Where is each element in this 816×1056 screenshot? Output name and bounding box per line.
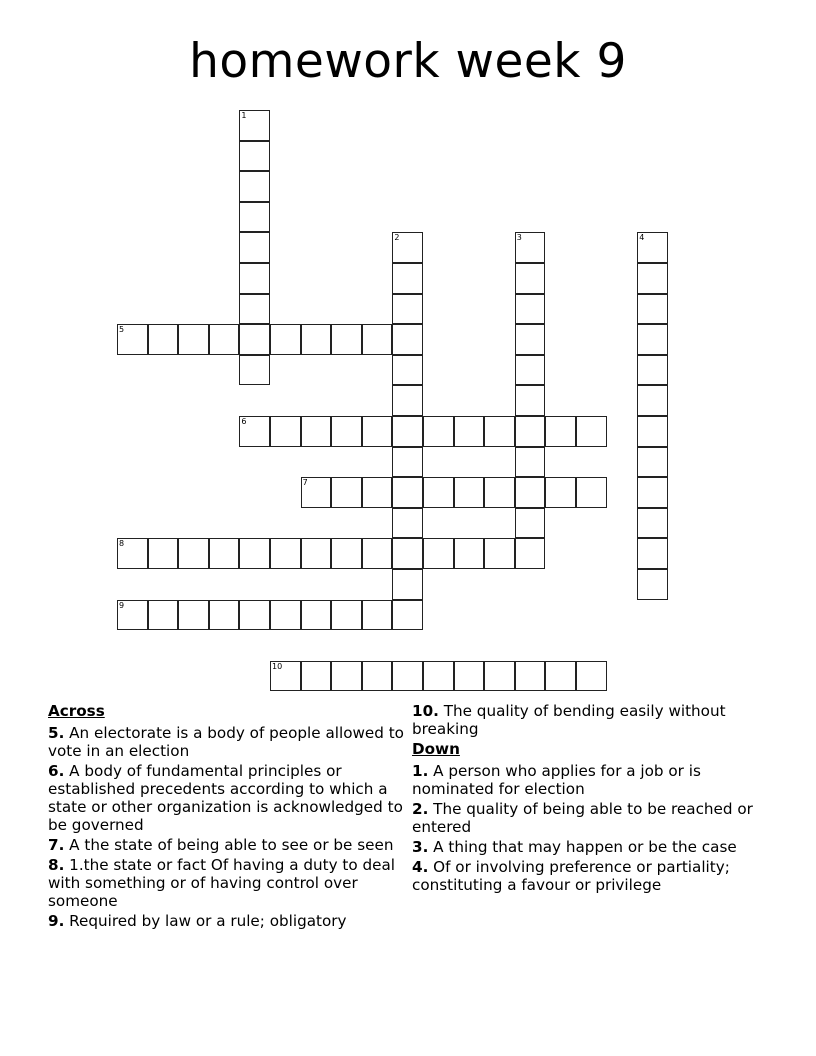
- crossword-cell[interactable]: [209, 538, 240, 569]
- crossword-cell[interactable]: [484, 538, 515, 569]
- crossword-cell[interactable]: [239, 141, 270, 172]
- crossword-cell[interactable]: [637, 569, 668, 600]
- crossword-cell[interactable]: [392, 538, 423, 569]
- crossword-cell[interactable]: [239, 600, 270, 631]
- cell-number: 3: [516, 233, 522, 243]
- across-heading: Across: [48, 702, 105, 720]
- crossword-cell[interactable]: [117, 600, 148, 631]
- clue-across-9: [48, 912, 408, 930]
- clue-text: Of or involving preference or partiality; constituting a favour or privilege: [412, 858, 730, 894]
- crossword-cell[interactable]: [515, 538, 546, 569]
- crossword-cell[interactable]: [637, 538, 668, 569]
- clue-number: 5.: [48, 724, 65, 742]
- crossword-cell[interactable]: [454, 661, 485, 692]
- crossword-cell[interactable]: [515, 508, 546, 539]
- crossword-cell[interactable]: [637, 232, 668, 263]
- crossword-cell[interactable]: [331, 538, 362, 569]
- crossword-cell[interactable]: [545, 661, 576, 692]
- crossword-cell[interactable]: [392, 294, 423, 325]
- crossword-cell[interactable]: [392, 232, 423, 263]
- cell-number: 2: [394, 233, 400, 243]
- crossword-cell[interactable]: [148, 600, 179, 631]
- crossword-cell[interactable]: [270, 600, 301, 631]
- crossword-cell[interactable]: [362, 600, 393, 631]
- clue-number: 9.: [48, 912, 65, 930]
- clue-number: 2.: [412, 800, 429, 818]
- crossword-cell[interactable]: [576, 416, 607, 447]
- crossword-cell[interactable]: [301, 477, 332, 508]
- crossword-cell[interactable]: [637, 294, 668, 325]
- crossword-cell[interactable]: [454, 416, 485, 447]
- crossword-cell[interactable]: [423, 538, 454, 569]
- crossword-cell[interactable]: [270, 661, 301, 692]
- clue-text: An electorate is a body of people allowed to vote in an election: [48, 724, 404, 760]
- crossword-cell[interactable]: [301, 416, 332, 447]
- crossword-cell[interactable]: [484, 416, 515, 447]
- crossword-cell[interactable]: [301, 538, 332, 569]
- crossword-cell[interactable]: [178, 538, 209, 569]
- crossword-cell[interactable]: [148, 324, 179, 355]
- clue-number: 8.: [48, 856, 65, 874]
- clue-down-4: [412, 858, 777, 894]
- crossword-cell[interactable]: [392, 385, 423, 416]
- crossword-cell[interactable]: [331, 416, 362, 447]
- crossword-cell[interactable]: [270, 324, 301, 355]
- crossword-cell[interactable]: [331, 600, 362, 631]
- clue-number: 10.: [412, 702, 439, 720]
- crossword-cell[interactable]: [301, 600, 332, 631]
- crossword-cell[interactable]: [454, 477, 485, 508]
- crossword-cell[interactable]: [392, 447, 423, 478]
- clue-number: 3.: [412, 838, 429, 856]
- cell-number: 8: [119, 539, 125, 549]
- crossword-cell[interactable]: [117, 324, 148, 355]
- clue-down-1: [412, 762, 777, 798]
- clue-text: A thing that may happen or be the case: [433, 838, 737, 856]
- crossword-cell[interactable]: [637, 355, 668, 386]
- crossword-cell[interactable]: [239, 232, 270, 263]
- crossword-cell[interactable]: [392, 569, 423, 600]
- clue-across-10: [412, 702, 777, 738]
- crossword-cell[interactable]: [576, 661, 607, 692]
- clue-text: A person who applies for a job or is nominated for election: [412, 762, 701, 798]
- crossword-cell[interactable]: [484, 477, 515, 508]
- crossword-cell[interactable]: [392, 416, 423, 447]
- crossword-cell[interactable]: [637, 385, 668, 416]
- crossword-cell[interactable]: [239, 202, 270, 233]
- crossword-cell[interactable]: [117, 538, 148, 569]
- crossword-cell[interactable]: [239, 110, 270, 141]
- crossword-cell[interactable]: [515, 477, 546, 508]
- clue-across-6: [48, 762, 408, 834]
- cell-number: 5: [119, 325, 125, 335]
- crossword-cell[interactable]: [637, 447, 668, 478]
- crossword-cell[interactable]: [454, 538, 485, 569]
- crossword-cell[interactable]: [392, 661, 423, 692]
- down-heading: Down: [412, 740, 460, 758]
- crossword-cell[interactable]: [270, 416, 301, 447]
- clues-column-right: [412, 702, 777, 896]
- crossword-cell[interactable]: [545, 416, 576, 447]
- crossword-cell[interactable]: [239, 263, 270, 294]
- crossword-cell[interactable]: [239, 416, 270, 447]
- clue-down-2: [412, 800, 777, 836]
- crossword-cell[interactable]: [515, 324, 546, 355]
- clue-text: The quality of being able to be reached or entered: [412, 800, 753, 836]
- clue-across-7: [48, 836, 408, 854]
- crossword-cell[interactable]: [392, 324, 423, 355]
- crossword-cell[interactable]: [331, 661, 362, 692]
- crossword-cell[interactable]: [637, 477, 668, 508]
- clue-number: 7.: [48, 836, 65, 854]
- crossword-cell[interactable]: [301, 324, 332, 355]
- crossword-cell[interactable]: [362, 416, 393, 447]
- clue-text: A body of fundamental principles or established precedents according to which a state or other organization is acknowledged to be governed: [48, 762, 403, 834]
- clue-down-3: [412, 838, 777, 856]
- crossword-cell[interactable]: [239, 294, 270, 325]
- crossword-cell[interactable]: [515, 355, 546, 386]
- crossword-cell[interactable]: [239, 538, 270, 569]
- crossword-cell[interactable]: [515, 416, 546, 447]
- crossword-cell[interactable]: [392, 477, 423, 508]
- crossword-cell[interactable]: [209, 600, 240, 631]
- cell-number: 10: [272, 661, 283, 671]
- page-title: homework week 9: [189, 34, 627, 89]
- crossword-cell[interactable]: [423, 416, 454, 447]
- crossword-cell[interactable]: [209, 324, 240, 355]
- crossword-cell[interactable]: [362, 324, 393, 355]
- clue-number: 1.: [412, 762, 429, 780]
- clue-text: A the state of being able to see or be seen: [69, 836, 394, 854]
- crossword-cell[interactable]: [515, 294, 546, 325]
- clue-across-8: [48, 856, 408, 910]
- crossword-cell[interactable]: [515, 661, 546, 692]
- crossword-cell[interactable]: [239, 171, 270, 202]
- crossword-cell[interactable]: [515, 385, 546, 416]
- clue-text: 1.the state or fact Of having a duty to deal with something or of having control over someone: [48, 856, 395, 910]
- crossword-cell[interactable]: [178, 324, 209, 355]
- crossword-cell[interactable]: [331, 477, 362, 508]
- crossword-cell[interactable]: [576, 477, 607, 508]
- cell-number: 6: [241, 417, 247, 426]
- crossword-cell[interactable]: [637, 416, 668, 447]
- crossword-cell[interactable]: [239, 355, 270, 386]
- crossword-cell[interactable]: [148, 538, 179, 569]
- crossword-cell[interactable]: [515, 447, 546, 478]
- clue-text: Required by law or a rule; obligatory: [69, 912, 347, 930]
- crossword-cell[interactable]: [423, 661, 454, 692]
- clue-number: 4.: [412, 858, 429, 876]
- clue-number: 6.: [48, 762, 65, 780]
- crossword-cell[interactable]: [484, 661, 515, 692]
- clue-text: The quality of bending easily without breaking: [412, 702, 726, 738]
- crossword-cell[interactable]: [270, 538, 301, 569]
- crossword-cell[interactable]: [637, 263, 668, 294]
- crossword-cell[interactable]: [423, 477, 454, 508]
- cell-number: 9: [119, 600, 125, 610]
- crossword-cell[interactable]: [545, 477, 576, 508]
- crossword-cell[interactable]: [362, 661, 393, 692]
- crossword-cell[interactable]: [239, 324, 270, 355]
- clue-across-5: [48, 724, 408, 760]
- cell-number: 7: [302, 478, 308, 488]
- crossword-cell[interactable]: [362, 477, 393, 508]
- crossword-cell[interactable]: [392, 355, 423, 386]
- crossword-cell[interactable]: [392, 508, 423, 539]
- crossword-cell[interactable]: [362, 538, 393, 569]
- crossword-cell[interactable]: [637, 324, 668, 355]
- crossword-cell[interactable]: [331, 324, 362, 355]
- crossword-cell[interactable]: [637, 508, 668, 539]
- crossword-cell[interactable]: [178, 600, 209, 631]
- crossword-cell[interactable]: [515, 232, 546, 263]
- crossword-cell[interactable]: [301, 661, 332, 692]
- crossword-cell[interactable]: [515, 263, 546, 294]
- crossword-cell[interactable]: [392, 263, 423, 294]
- crossword-cell[interactable]: [392, 600, 423, 631]
- cell-number: 4: [639, 233, 645, 243]
- clues-column-left: [48, 702, 408, 932]
- cell-number: 1: [241, 111, 247, 120]
